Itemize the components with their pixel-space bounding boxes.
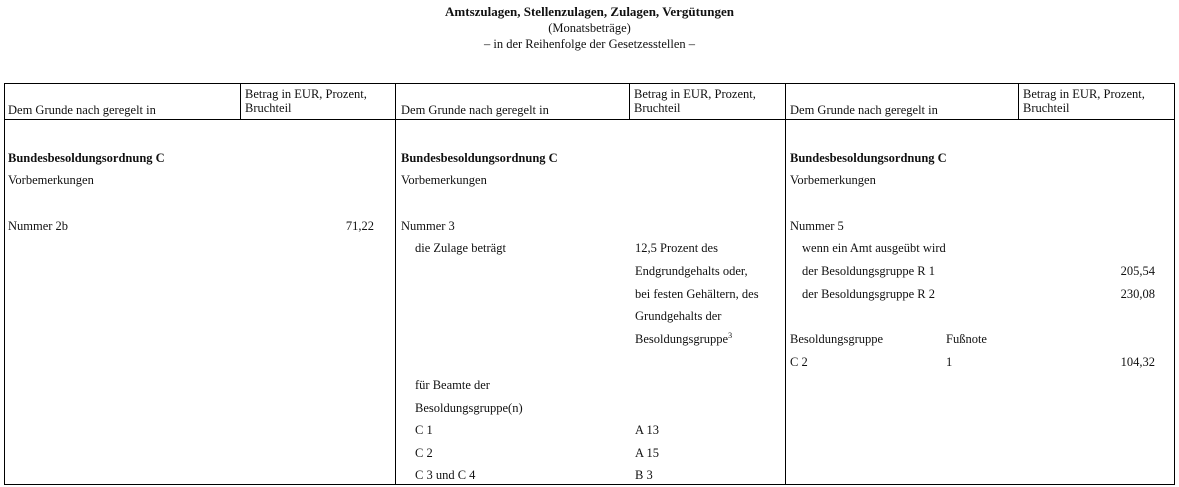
footnote-marker: 3: [728, 330, 733, 340]
header-col-amount-2: [634, 87, 756, 115]
col3-th-group: Besoldungsgruppe: [790, 332, 884, 346]
col3-subsection: Vorbemerkungen: [790, 173, 876, 187]
header-amount-line1: Betrag in EUR, Prozent,: [634, 87, 756, 101]
table-bottom-rule: [4, 484, 1175, 485]
header-amount-line2: Bruchteil: [1023, 101, 1070, 115]
col2-zulage-line2: Endgrundgehalts oder,: [635, 264, 748, 278]
header-amount-line2: Bruchteil: [245, 101, 292, 115]
col2-beamte-line2: Besoldungsgruppe(n): [415, 401, 523, 415]
border-left: [4, 83, 5, 485]
col3-row-value: 104,32: [1120, 355, 1155, 369]
col2-row-right: B 3: [635, 468, 653, 482]
header-col-basis-2: Dem Grunde nach geregelt in: [401, 103, 549, 117]
col2-zulage-line4: Grundgehalts der: [635, 309, 722, 323]
col2-row-left: C 1: [415, 423, 433, 437]
col2-section: Bundesbesoldungsordnung C: [401, 151, 558, 165]
table-top-rule: [4, 83, 1175, 84]
page-subtitle-order: – in der Reihenfolge der Gesetzesstellen –: [483, 37, 696, 51]
col2-row-left: C 2: [415, 446, 433, 460]
col3-row-footnote: 1: [946, 355, 953, 369]
page-subtitle: (Monatsbeträge): [548, 21, 631, 35]
col3-r1-label: der Besoldungsgruppe R 1: [802, 264, 935, 278]
col2-row-right: A 13: [635, 423, 659, 437]
col3-r2-label: der Besoldungsgruppe R 2: [802, 287, 935, 301]
header-col-amount-3: [1023, 87, 1145, 115]
col2-item: Nummer 3: [401, 219, 455, 233]
col3-item: Nummer 5: [790, 219, 844, 233]
page-title: Amtszulagen, Stellenzulagen, Zulagen, Vergütungen: [445, 4, 734, 19]
header-col-basis-3: Dem Grunde nach geregelt in: [790, 103, 938, 117]
header-amount-line2: Bruchteil: [634, 101, 681, 115]
col3-amt-line: wenn ein Amt ausgeübt wird: [802, 241, 946, 255]
header-bottom-rule: [4, 119, 1175, 120]
border-divider-1: [240, 83, 241, 120]
border-group-1: [395, 83, 396, 485]
header-amount-line1: Betrag in EUR, Prozent,: [1023, 87, 1145, 101]
col3-r2-value: 230,08: [1120, 287, 1155, 301]
col1-subsection: Vorbemerkungen: [8, 173, 94, 187]
col2-zulage-line1: 12,5 Prozent des: [635, 241, 718, 255]
border-right: [1174, 83, 1175, 485]
col2-zulage-line5: [635, 332, 732, 347]
col1-amount: 71,22: [345, 219, 374, 233]
col1-item: Nummer 2b: [8, 219, 69, 233]
col2-beamte-line1: für Beamte der: [415, 378, 490, 392]
col2-row-left: C 3 und C 4: [415, 468, 476, 482]
col2-zulage-group-word: Besoldungsgruppe: [635, 332, 729, 346]
col3-th-footnote: Fußnote: [946, 332, 987, 346]
header-amount-line1: Betrag in EUR, Prozent,: [245, 87, 367, 101]
col2-zulage-line3: bei festen Gehältern, des: [635, 287, 759, 301]
col3-row-group: C 2: [790, 355, 808, 369]
col1-section: Bundesbesoldungsordnung C: [8, 151, 165, 165]
header-col-amount-1: [245, 87, 367, 115]
border-group-2: [785, 83, 786, 485]
border-divider-3: [1018, 83, 1019, 120]
col2-zulage-label: die Zulage beträgt: [415, 241, 506, 255]
header-col-basis-1: Dem Grunde nach geregelt in: [8, 103, 156, 117]
col2-subsection: Vorbemerkungen: [401, 173, 487, 187]
col3-r1-value: 205,54: [1120, 264, 1155, 278]
border-divider-2: [629, 83, 630, 120]
col3-section: Bundesbesoldungsordnung C: [790, 151, 947, 165]
col2-row-right: A 15: [635, 446, 659, 460]
